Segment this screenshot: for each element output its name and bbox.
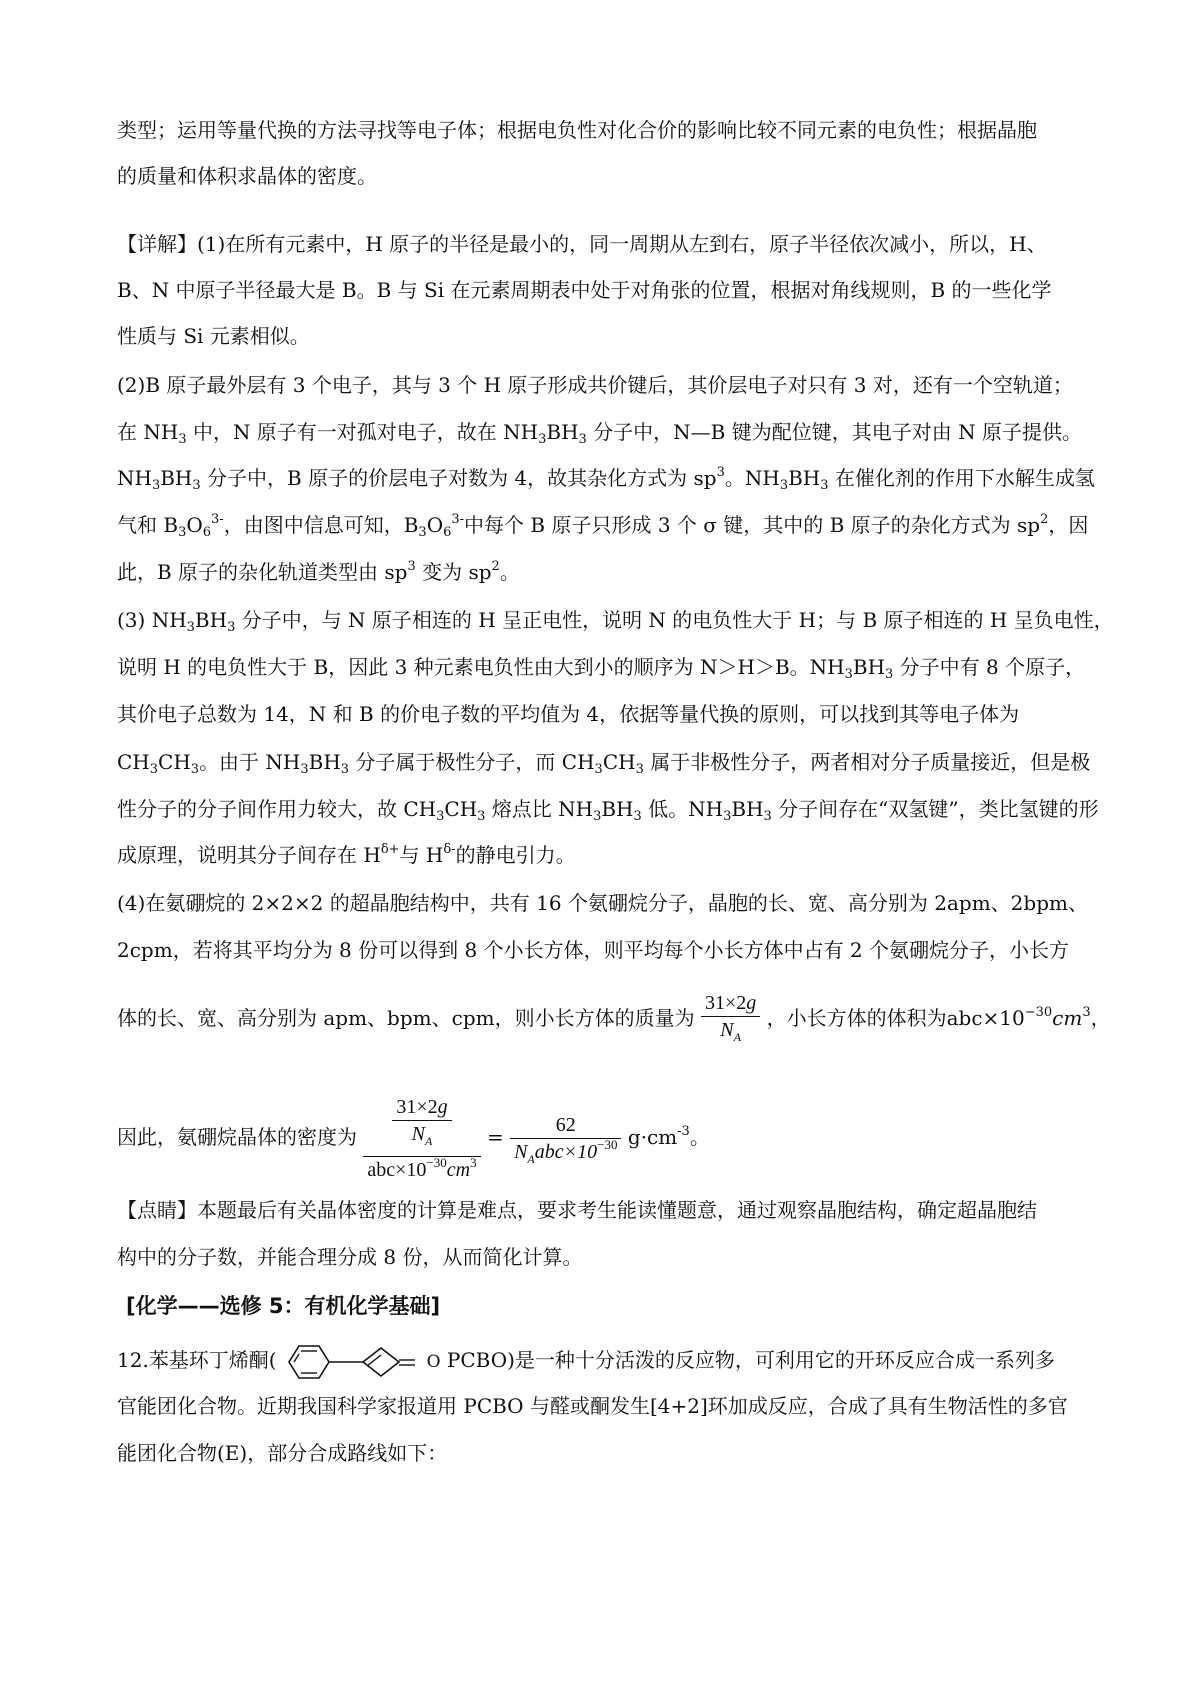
text-line: 气和 $B_3O_6^{3-}$，由图中信息可知，$B_3O_6^{3-}$中每个 B 原子只形成 3 个 σ 键，其中的 B 原子的杂化方式为 $sp^2$，因 [117,512,1089,540]
text-line: (4)在氨硼烷的 2×2×2 的超晶胞结构中，共有 16 个氨硼烷分子，晶胞的长、宽、高分别为 2apm、2bpm、 [117,891,1088,915]
text-line: 在 $NH_3$ 中，N 原子有一对孤对电子，故在 $NH_3BH_3$ 分子中，N—B 键为配位键，其电子对由 N 原子提供。 [117,420,1082,447]
mass-volume-line: 体的长、宽、高分别为 apm、bpm、cpm，则小长方体的质量为 $\frac{31\times 2g}{N_A}$ ，小长方体的体积为$abc\times 10^{-30}cm^3$， [117,988,1111,1050]
pcbo-structure-icon [277,1342,427,1382]
text-line: 性质与 Si 元素相似。 [117,324,310,348]
text-line: 其价电子总数为 14，N 和 B 的价电子数的平均值为 4，依据等量代换的原则，可以找到其等电子体为 [117,702,1020,726]
inner-mass-fraction: $\frac{31\times 2g}{N_A}$ [392,1094,451,1154]
text-line: 说明 H 的电负性大于 B，因此 3 种元素电负性由大到小的顺序为 N＞H＞B。$NH_3BH_3$ 分子中有 8 个原子， [117,655,1086,682]
text-line: $CH_3CH_3$。由于 $NH_3BH_3$ 分子属于极性分子，而 $CH_3CH_3$ 属于非极性分子，两者相对分子质量接近，但是极 [117,750,1091,777]
mass-fraction: $\frac{31\times 2g}{N_A}$ [701,990,760,1050]
text-line: B、N 中原子半径最大是 B。B 与 Si 在元素周期表中处于对角张的位置，根据对角线规则，B 的一些化学 [117,278,1052,302]
text-line: 性分子的分子间作用力较大，故 $CH_3CH_3$ 熔点比 $NH_3BH_3$ 低。$NH_3BH_3$ 分子间存在“双氢键”，类比氢键的形 [117,797,1099,824]
question-line: 12.苯基环丁烯酮( O PCBO)是一种十分活泼的反应物，可利用它的开环反应合成一系列多 [117,1340,1055,1382]
text-line: 类型；运用等量代换的方法寻找等电子体；根据电负性对化合价的影响比较不同元素的电负性；根据晶胞 [117,118,1037,142]
density-fraction: $\frac{\frac{31\times 2g}{N_A}}{abc\times 10^{-30}cm^3}$ [363,1094,480,1183]
detail-line: 【详解】(1)在所有元素中，H 原子的半径是最小的，同一周期从左到右，原子半径依次减小，所以，H、 [117,232,1047,256]
text-line: 2cpm，若将其平均分为 8 份可以得到 8 个小长方体，则平均每个小长方体中占有 2 个氨硼烷分子，小长方 [117,938,1070,962]
text-line: $NH_3BH_3$ 分子中，B 原子的价层电子对数为 4，故其杂化方式为 $sp^3$。$NH_3BH_3$ 在催化剂的作用下水解生成氢 [117,465,1095,493]
text-line: (2)B 原子最外层有 3 个电子，其与 3 个 H 原子形成共价键后，其价层电子对只有 3 对，还有一个空轨道； [117,373,1073,397]
text-line: 官能团化合物。近期我国科学家报道用 PCBO 与醛或酮发生[4+2]环加成反应，合成了具有生物活性的多官 [117,1394,1068,1418]
text-line: 成原理，说明其分子间存在 $H^{\delta+}$与 $H^{\delta-}$的静电引力。 [117,842,576,867]
point-line: 【点睛】本题最后有关晶体密度的计算是难点，要求考生能读懂题意，通过观察晶胞结构，确定超晶胞结 [117,1198,1037,1222]
section-heading: [化学——选修 5：有机化学基础] [126,1294,441,1318]
text-line: 构中的分子数，并能合理分成 8 份，从而简化计算。 [117,1245,583,1269]
text-line: 能团化合物(E)，部分合成路线如下： [117,1441,448,1465]
text-line: (3) $NH_3BH_3$ 分子中，与 N 原子相连的 H 呈正电性，说明 N 的电负性大于 H；与 B 原子相连的 H 呈负电性， [117,608,1114,635]
density-formula-line: 因此，氨硼烷晶体的密度为 $\frac{\frac{31\times 2g}{N_A}}{abc\times 10^{-30}cm^3}$ = $\frac{62}{N_Aabc\times 10^{-30}}$ $g\cdot cm^{-3}$。 [117,1096,710,1181]
density-result-fraction: $\frac{62}{N_Aabc\times 10^{-30}}$ [510,1112,621,1172]
text-line: 的质量和体积求晶体的密度。 [117,164,377,188]
text-line: 此，B 原子的杂化轨道类型由 $sp^3$ 变为 $sp^2$。 [117,559,520,584]
